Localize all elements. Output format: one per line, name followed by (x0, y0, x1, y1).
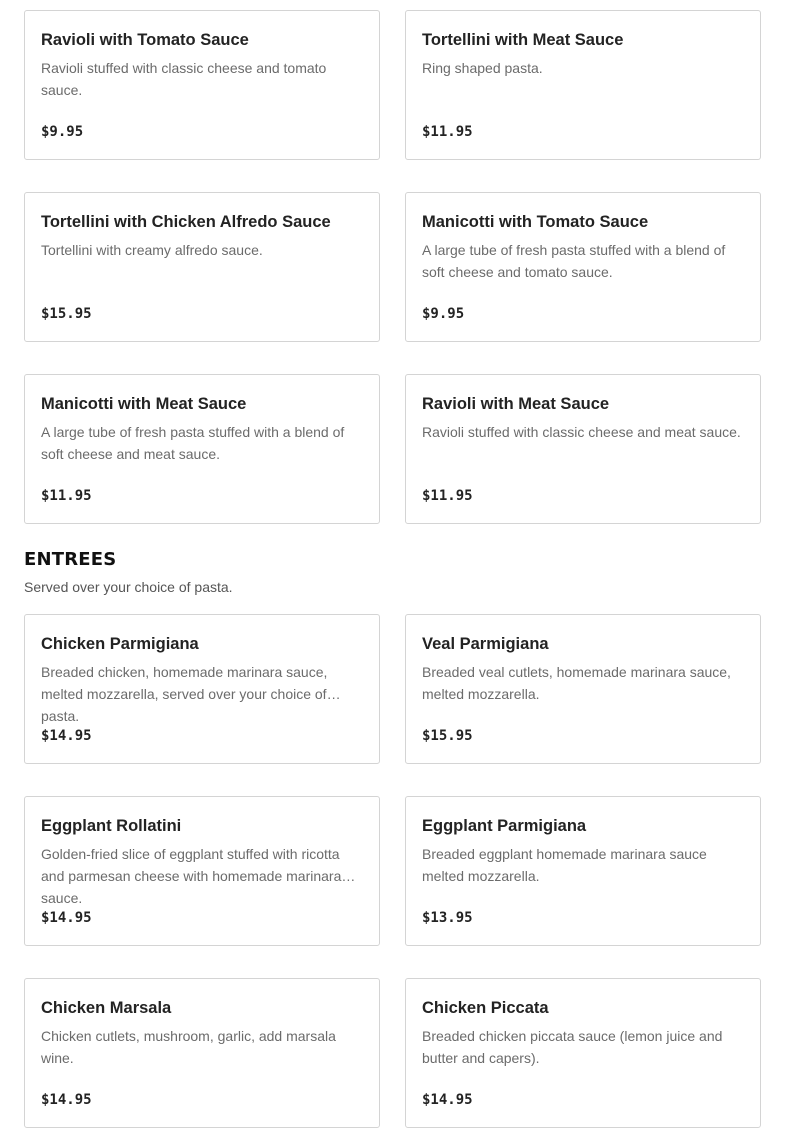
menu-item-price: $15.95 (41, 306, 92, 322)
menu-item-card[interactable] (24, 796, 380, 946)
menu-item-description: Ravioli stuffed with classic cheese and meat sauce. (422, 424, 741, 440)
menu-item-price: $14.95 (41, 910, 92, 926)
menu-item-price: $14.95 (41, 1092, 92, 1108)
menu-item-price: $15.95 (422, 728, 473, 744)
menu-item-name: Tortellini with Meat Sauce (422, 31, 624, 49)
entrees-menu-grid (24, 614, 761, 1128)
menu-item-name: Veal Parmigiana (422, 635, 549, 653)
menu-item-name: Manicotti with Meat Sauce (41, 395, 247, 413)
menu-item-card[interactable] (24, 10, 380, 160)
menu-item-card[interactable] (405, 192, 761, 342)
menu-item-name: Ravioli with Meat Sauce (422, 395, 610, 413)
menu-item-card[interactable] (405, 374, 761, 524)
menu-item-card[interactable] (405, 978, 761, 1128)
menu-item-description: Ring shaped pasta. (422, 60, 543, 76)
menu-item-name: Manicotti with Tomato Sauce (422, 213, 649, 231)
menu-item-name: Chicken Marsala (41, 999, 172, 1017)
menu-item-description: Breaded veal cutlets, homemade marinara sauce, melted mozzarella. (422, 664, 731, 702)
menu-item-description: Ravioli stuffed with classic cheese and tomato sauce. (41, 60, 327, 98)
section-title: ENTREES (24, 549, 117, 570)
menu-item-card[interactable] (24, 192, 380, 342)
pasta-menu-grid (24, 10, 761, 524)
menu-item-card[interactable] (24, 978, 380, 1128)
menu-item-name: Eggplant Parmigiana (422, 817, 587, 835)
menu-item-price: $13.95 (422, 910, 473, 926)
menu-item-price: $14.95 (41, 728, 92, 744)
menu-item-name: Chicken Parmigiana (41, 635, 199, 653)
menu-item-price: $14.95 (422, 1092, 473, 1108)
menu-item-description: Tortellini with creamy alfredo sauce. (41, 242, 263, 258)
menu-item-description: Breaded chicken, homemade marinara sauce, melted mozzarella, served over your choice of pasta. (41, 664, 328, 724)
menu-item-price: $11.95 (41, 488, 92, 504)
menu-item-price: $11.95 (422, 124, 473, 140)
menu-item-card[interactable] (405, 10, 761, 160)
menu-item-card[interactable] (405, 796, 761, 946)
menu-item-price: $11.95 (422, 488, 473, 504)
menu-item-description: Breaded eggplant homemade marinara sauce melted mozzarella. (422, 846, 707, 884)
menu-item-price: $9.95 (422, 306, 465, 322)
menu-item-name: Ravioli with Tomato Sauce (41, 31, 249, 49)
menu-item-description: Chicken cutlets, mushroom, garlic, add marsala wine. (41, 1028, 336, 1066)
menu-item-description: Breaded chicken piccata sauce (lemon juice and butter and capers). (422, 1028, 723, 1066)
menu-item-description: A large tube of fresh pasta stuffed with a blend of soft cheese and meat sauce. (41, 424, 345, 462)
menu-item-description: Golden-fried slice of eggplant stuffed with ricotta and parmesan cheese with homemade marinara sauce. (41, 846, 342, 906)
menu-item-price: $9.95 (41, 124, 84, 140)
menu-item-description: A large tube of fresh pasta stuffed with a blend of soft cheese and tomato sauce. (422, 242, 726, 280)
menu-item-card[interactable] (405, 614, 761, 764)
menu-item-name: Chicken Piccata (422, 999, 549, 1017)
menu-item-name: Tortellini with Chicken Alfredo Sauce (41, 213, 331, 231)
menu-item-card[interactable] (24, 374, 380, 524)
menu-item-name: Eggplant Rollatini (41, 817, 182, 835)
section-subtitle: Served over your choice of pasta. (24, 579, 233, 595)
menu-item-card[interactable] (24, 614, 380, 764)
